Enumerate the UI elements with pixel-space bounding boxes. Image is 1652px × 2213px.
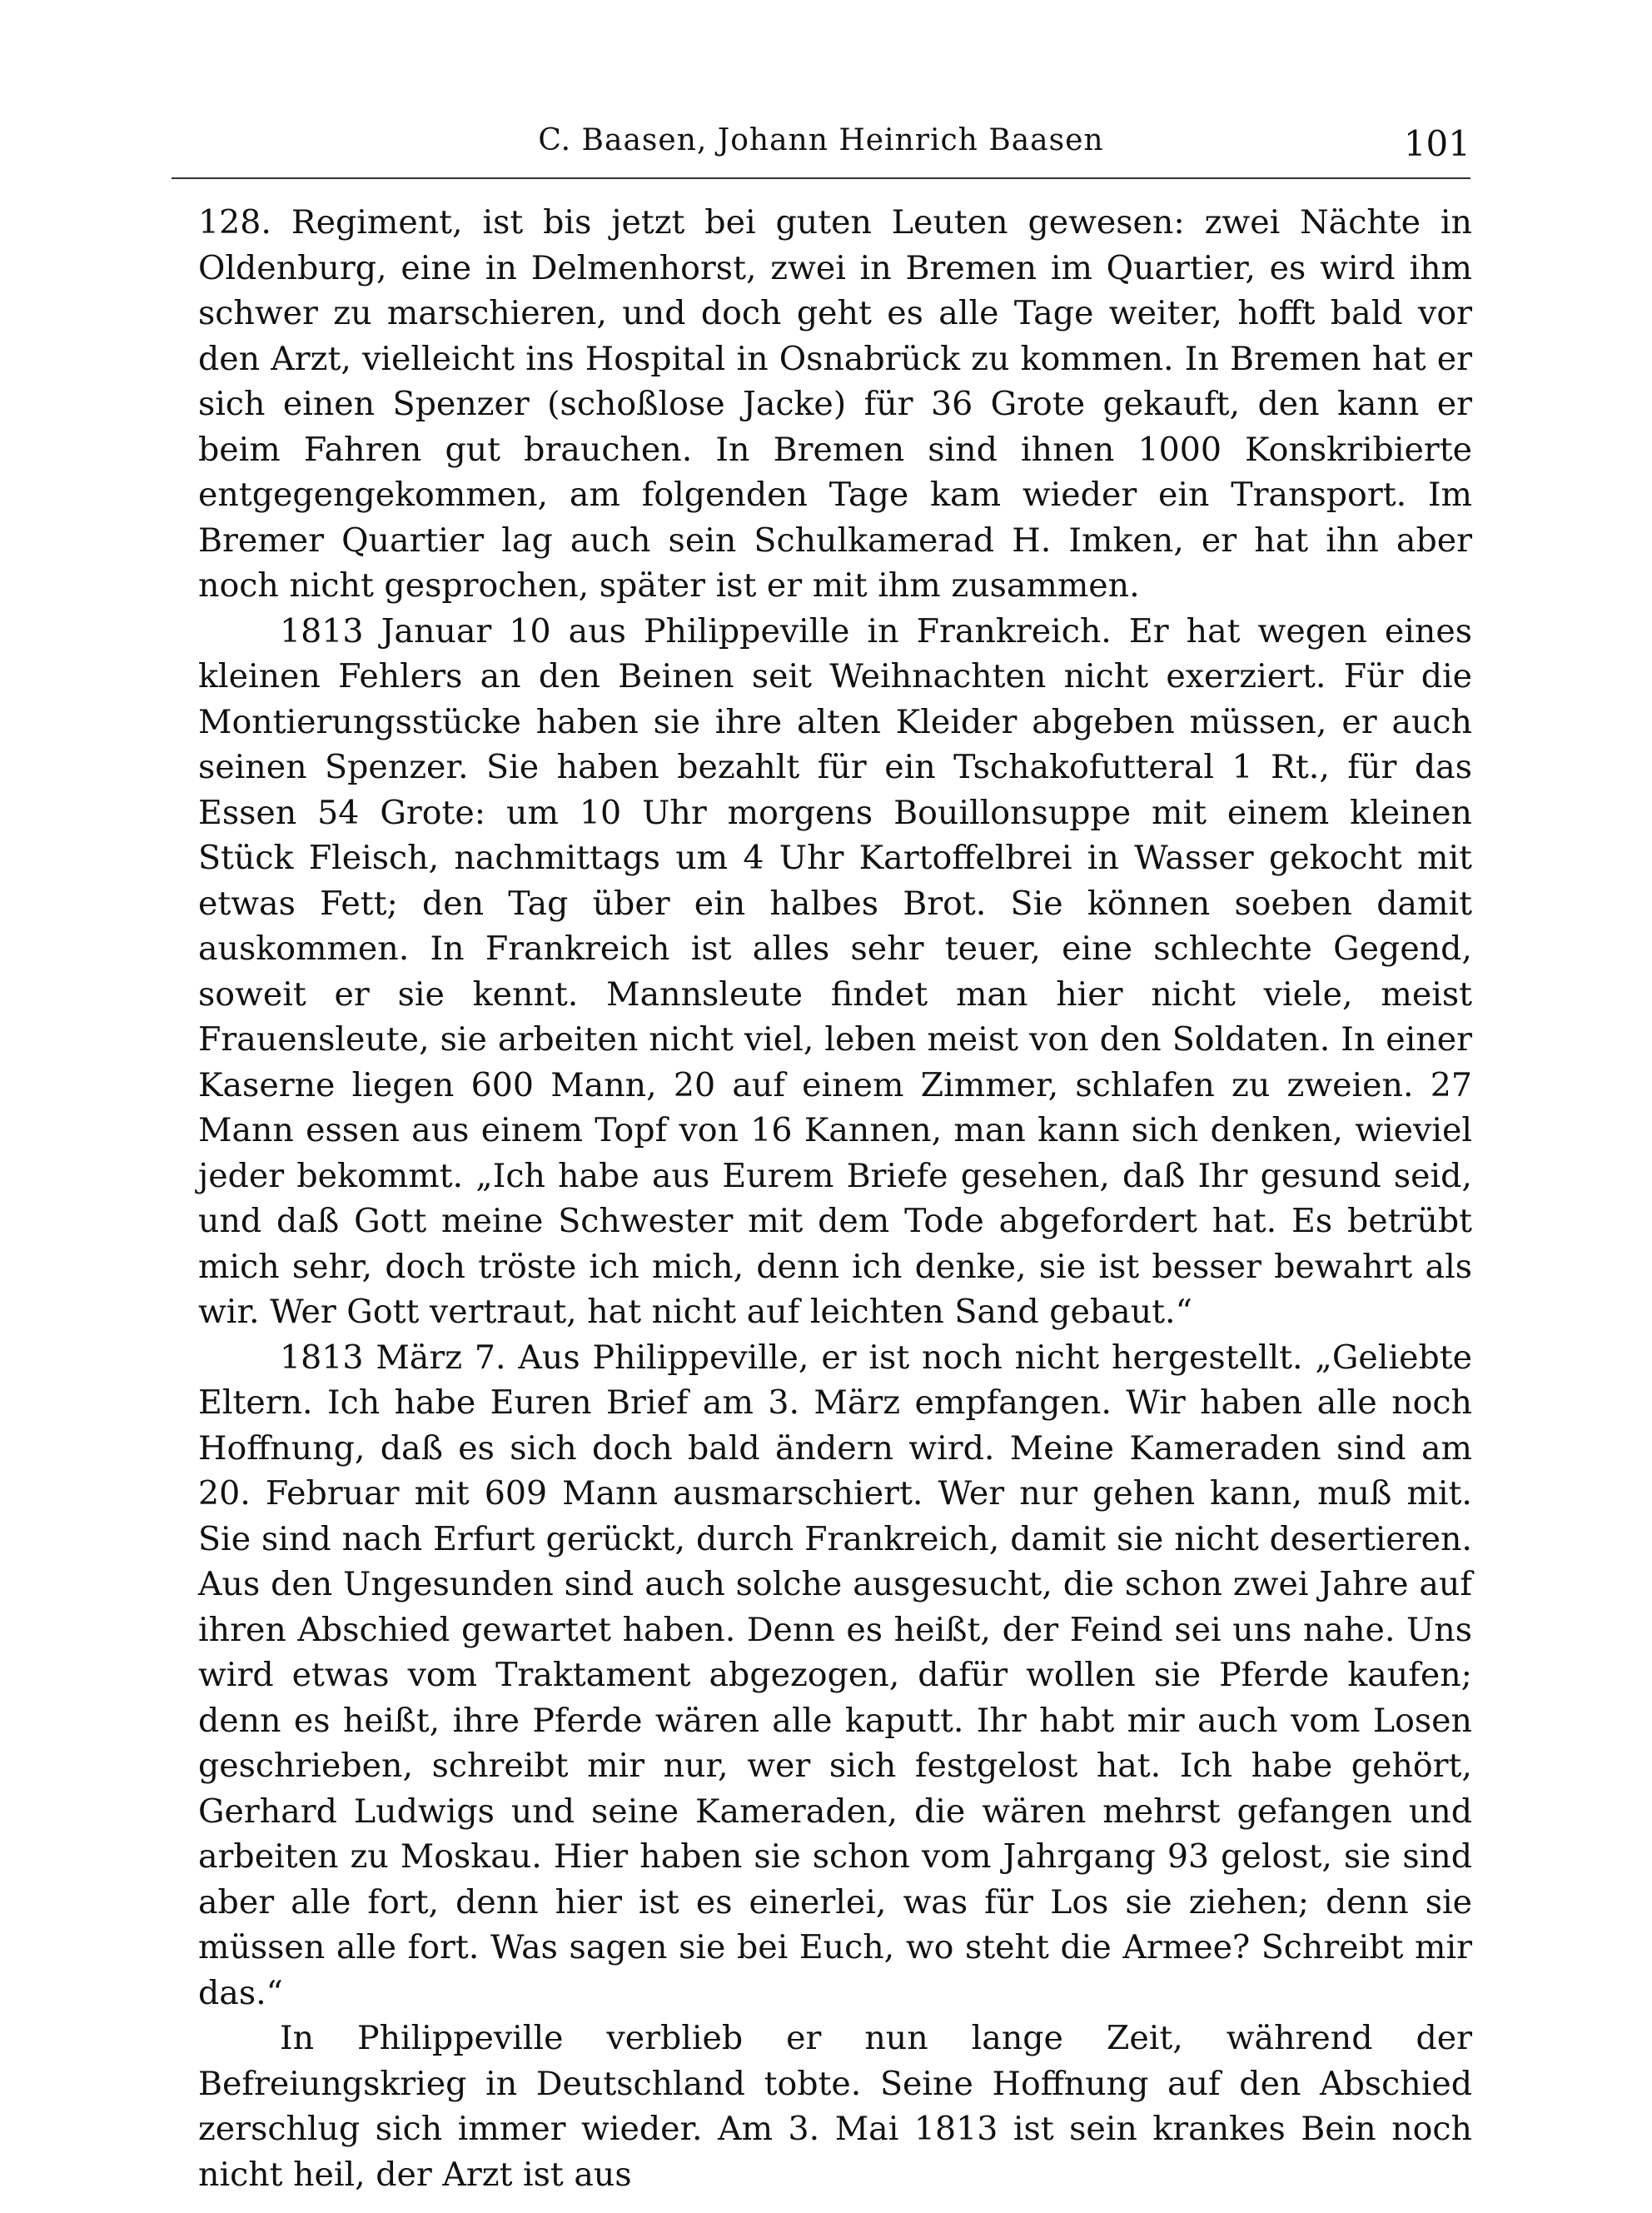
paragraph-march-letter: 1813 März 7. Aus Philippeville, er ist noch nicht hergestellt. „Geliebte Eltern. Ich habe Euren Brief am 3. März empfangen. Wir haben alle noch Hoffnung, daß es sich doch bald ändern wird. Meine Kameraden sind am 20. Februar mit 609 Mann ausmarschiert. Wer nur gehen kann, muß mit. Sie sind nach Erfurt gerückt, durch Frankreich, damit sie nicht desertieren. Aus den Ungesunden sind auch solche ausgesucht, die schon zwei Jahre auf ihren Abschied gewartet haben. Denn es heißt, der Feind sei uns nahe. Uns wird etwas vom Traktament abgezogen, dafür wollen sie Pferde kaufen; denn es heißt, ihre Pferde wären alle kaputt. Ihr habt mir auch vom Losen geschrieben, schreibt mir nur, wer sich festgelost hat. Ich habe gehört, Gerhard Ludwigs und seine Kameraden, die wären mehrst gefangen und arbeiten zu Moskau. Hier haben sie schon vom Jahrgang 93 gelost, sie sind aber alle fort, denn hier ist es einerlei, was für Los sie ziehen; denn sie müssen alle fort. Was sagen sie bei Euch, wo steht die Armee? Schreibt mir das.“ [198, 1338, 1472, 2012]
header-rule [172, 177, 1470, 179]
paragraph-continuation: 128. Regiment, ist bis jetzt bei guten Leuten gewesen: zwei Nächte in Oldenburg, eine in Delmenhorst, zwei in Bremen im Quartier, es wird ihm schwer zu marschieren, und doch geht es alle Tage weiter, hofft bald vor den Arzt, vielleicht ins Hospital in Osnabrück zu kommen. In Bremen hat er sich einen Spenzer (schoßlose Jacke) für 36 Grote gekauft, den kann er beim Fahren gut brauchen. In Bremen sind ihnen 1000 Konskribierte entgegengekommen, am folgenden Tage kam wieder ein Transport. Im Bremer Quartier lag auch sein Schulkamerad H. Imken, er hat ihn aber noch nicht gesprochen, später ist er mit ihm zusammen. [198, 203, 1472, 605]
running-head: C. Baasen, Johann Heinrich Baasen [538, 123, 1104, 157]
paragraph-philippeville: In Philippeville verblieb er nun lange Zeit, während der Befreiungskrieg in Deutschland tobte. Seine Hoffnung auf den Abschied zerschlug sich immer wieder. Am 3. Mai 1813 ist sein krankes Bein noch nicht heil, der Arzt ist aus [198, 2019, 1472, 2194]
paragraph-january-letter: 1813 Januar 10 aus Philippeville in Frankreich. Er hat wegen eines kleinen Fehlers an den Beinen seit Weihnachten nicht exerziert. Für die Montierungsstücke haben sie ihre alten Kleider abgeben müssen, er auch seinen Spenzer. Sie haben bezahlt für ein Tschakofutteral 1 Rt., für das Essen 54 Grote: um 10 Uhr morgens Bouillonsuppe mit einem kleinen Stück Fleisch, nachmittags um 4 Uhr Kartoffelbrei in Wasser gekocht mit etwas Fett; den Tag über ein halbes Brot. Sie können soeben damit auskommen. In Frankreich ist alles sehr teuer, eine schlechte Gegend, soweit er sie kennt. Mannsleute findet man hier nicht viele, meist Frauensleute, sie arbeiten nicht viel, leben meist von den Soldaten. In einer Kaserne liegen 600 Mann, 20 auf einem Zimmer, schlafen zu zweien. 27 Mann essen aus einem Topf von 16 Kannen, man kann sich denken, wieviel jeder bekommt. „Ich habe aus Eurem Briefe gesehen, daß Ihr gesund seid, und daß Gott meine Schwester mit dem Tode abgefordert hat. Es betrübt mich sehr, doch tröste ich mich, denn ich denke, sie ist besser bewahrt als wir. Wer Gott vertraut, hat nicht auf leichten Sand gebaut.“ [198, 611, 1472, 1331]
page-number: 101 [1403, 123, 1470, 164]
body-text [198, 200, 1472, 2197]
page-header [172, 123, 1470, 173]
